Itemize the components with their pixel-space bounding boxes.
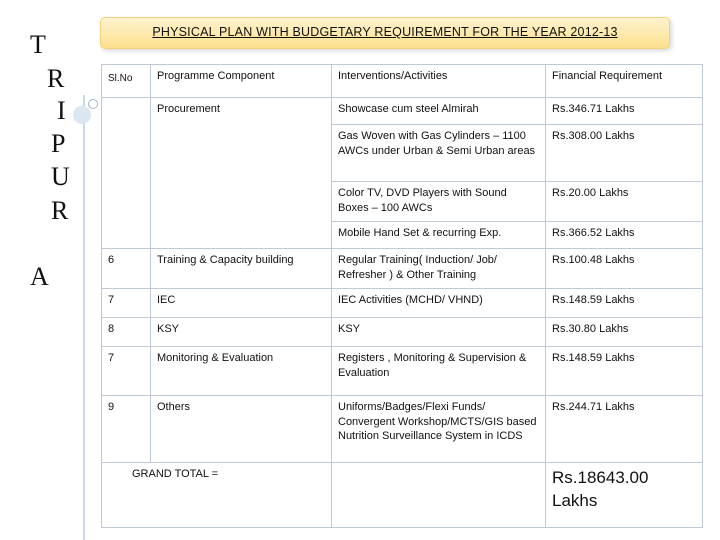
side-letter: T <box>30 30 46 59</box>
table-row <box>102 249 703 289</box>
grand-total-label: GRAND TOTAL = <box>102 463 332 528</box>
table-row <box>102 222 703 249</box>
cell-intervention: Mobile Hand Set & recurring Exp. <box>332 222 546 249</box>
side-letter: P <box>51 129 66 158</box>
table-row <box>102 289 703 318</box>
cell-amount: Rs.148.59 Lakhs <box>546 347 703 396</box>
grand-total-amount: Rs.18643.00 Lakhs <box>546 463 703 528</box>
budget-table <box>101 64 703 528</box>
cell-intervention: Gas Woven with Gas Cylinders – 1100 AWCs under Urban & Semi Urban areas <box>332 125 546 182</box>
cell-programme: KSY <box>151 318 332 347</box>
cell-amount: Rs.20.00 Lakhs <box>546 182 703 222</box>
table-row <box>102 98 703 125</box>
cell-amount: Rs.308.00 Lakhs <box>546 125 703 182</box>
cell-sl-no <box>102 98 151 125</box>
cell-amount: Rs.244.71 Lakhs <box>546 396 703 463</box>
grand-total-empty <box>332 463 546 528</box>
cell-amount: Rs.100.48 Lakhs <box>546 249 703 289</box>
header-programme: Programme Component <box>151 65 332 98</box>
cell-intervention: IEC Activities (MCHD/ VHND) <box>332 289 546 318</box>
cell-amount: Rs.366.52 Lakhs <box>546 222 703 249</box>
cell-sl-no: 6 <box>102 249 151 289</box>
header-interventions: Interventions/Activities <box>332 65 546 98</box>
cell-sl-no <box>102 222 151 249</box>
side-letter: R <box>51 196 69 225</box>
title-banner <box>100 17 670 49</box>
cell-programme <box>151 125 332 182</box>
cell-intervention: Registers , Monitoring & Supervision & Evaluation <box>332 347 546 396</box>
cell-programme: Procurement <box>151 98 332 125</box>
page-title: PHYSICAL PLAN WITH BUDGETARY REQUIREMENT FOR THE YEAR 2012-13 <box>152 25 618 39</box>
cell-sl-no: 7 <box>102 289 151 318</box>
cell-programme <box>151 222 332 249</box>
cell-sl-no: 9 <box>102 396 151 463</box>
cell-programme: Others <box>151 396 332 463</box>
side-letter: U <box>51 162 70 191</box>
cell-intervention: Showcase cum steel Almirah <box>332 98 546 125</box>
side-letter: A <box>30 262 49 291</box>
cell-programme: Monitoring & Evaluation <box>151 347 332 396</box>
decorative-circle <box>73 106 91 124</box>
cell-intervention: Uniforms/Badges/Flexi Funds/ Convergent Workshop/MCTS/GIS based Nutrition Surveillance System in ICDS <box>332 396 546 463</box>
side-letter: R <box>47 64 65 93</box>
cell-amount: Rs.30.80 Lakhs <box>546 318 703 347</box>
header-financial: Financial Requirement <box>546 65 703 98</box>
side-letter: I <box>57 96 66 125</box>
cell-sl-no <box>102 125 151 182</box>
cell-programme: Training & Capacity building <box>151 249 332 289</box>
table-row <box>102 182 703 222</box>
cell-amount: Rs.346.71 Lakhs <box>546 98 703 125</box>
cell-sl-no <box>102 182 151 222</box>
cell-intervention: KSY <box>332 318 546 347</box>
cell-programme: IEC <box>151 289 332 318</box>
header-sl-no: Sl.No <box>102 65 151 98</box>
table-header-row <box>102 65 703 98</box>
table-row <box>102 347 703 396</box>
cell-sl-no: 7 <box>102 347 151 396</box>
table-row <box>102 318 703 347</box>
cell-amount: Rs.148.59 Lakhs <box>546 289 703 318</box>
table-row <box>102 396 703 463</box>
table-row <box>102 125 703 182</box>
cell-intervention: Color TV, DVD Players with Sound Boxes – 100 AWCs <box>332 182 546 222</box>
decorative-line <box>83 95 85 540</box>
cell-sl-no: 8 <box>102 318 151 347</box>
cell-intervention: Regular Training( Induction/ Job/ Refresher ) & Other Training <box>332 249 546 289</box>
cell-programme <box>151 182 332 222</box>
decorative-circle <box>88 99 98 109</box>
grand-total-row <box>102 463 703 528</box>
